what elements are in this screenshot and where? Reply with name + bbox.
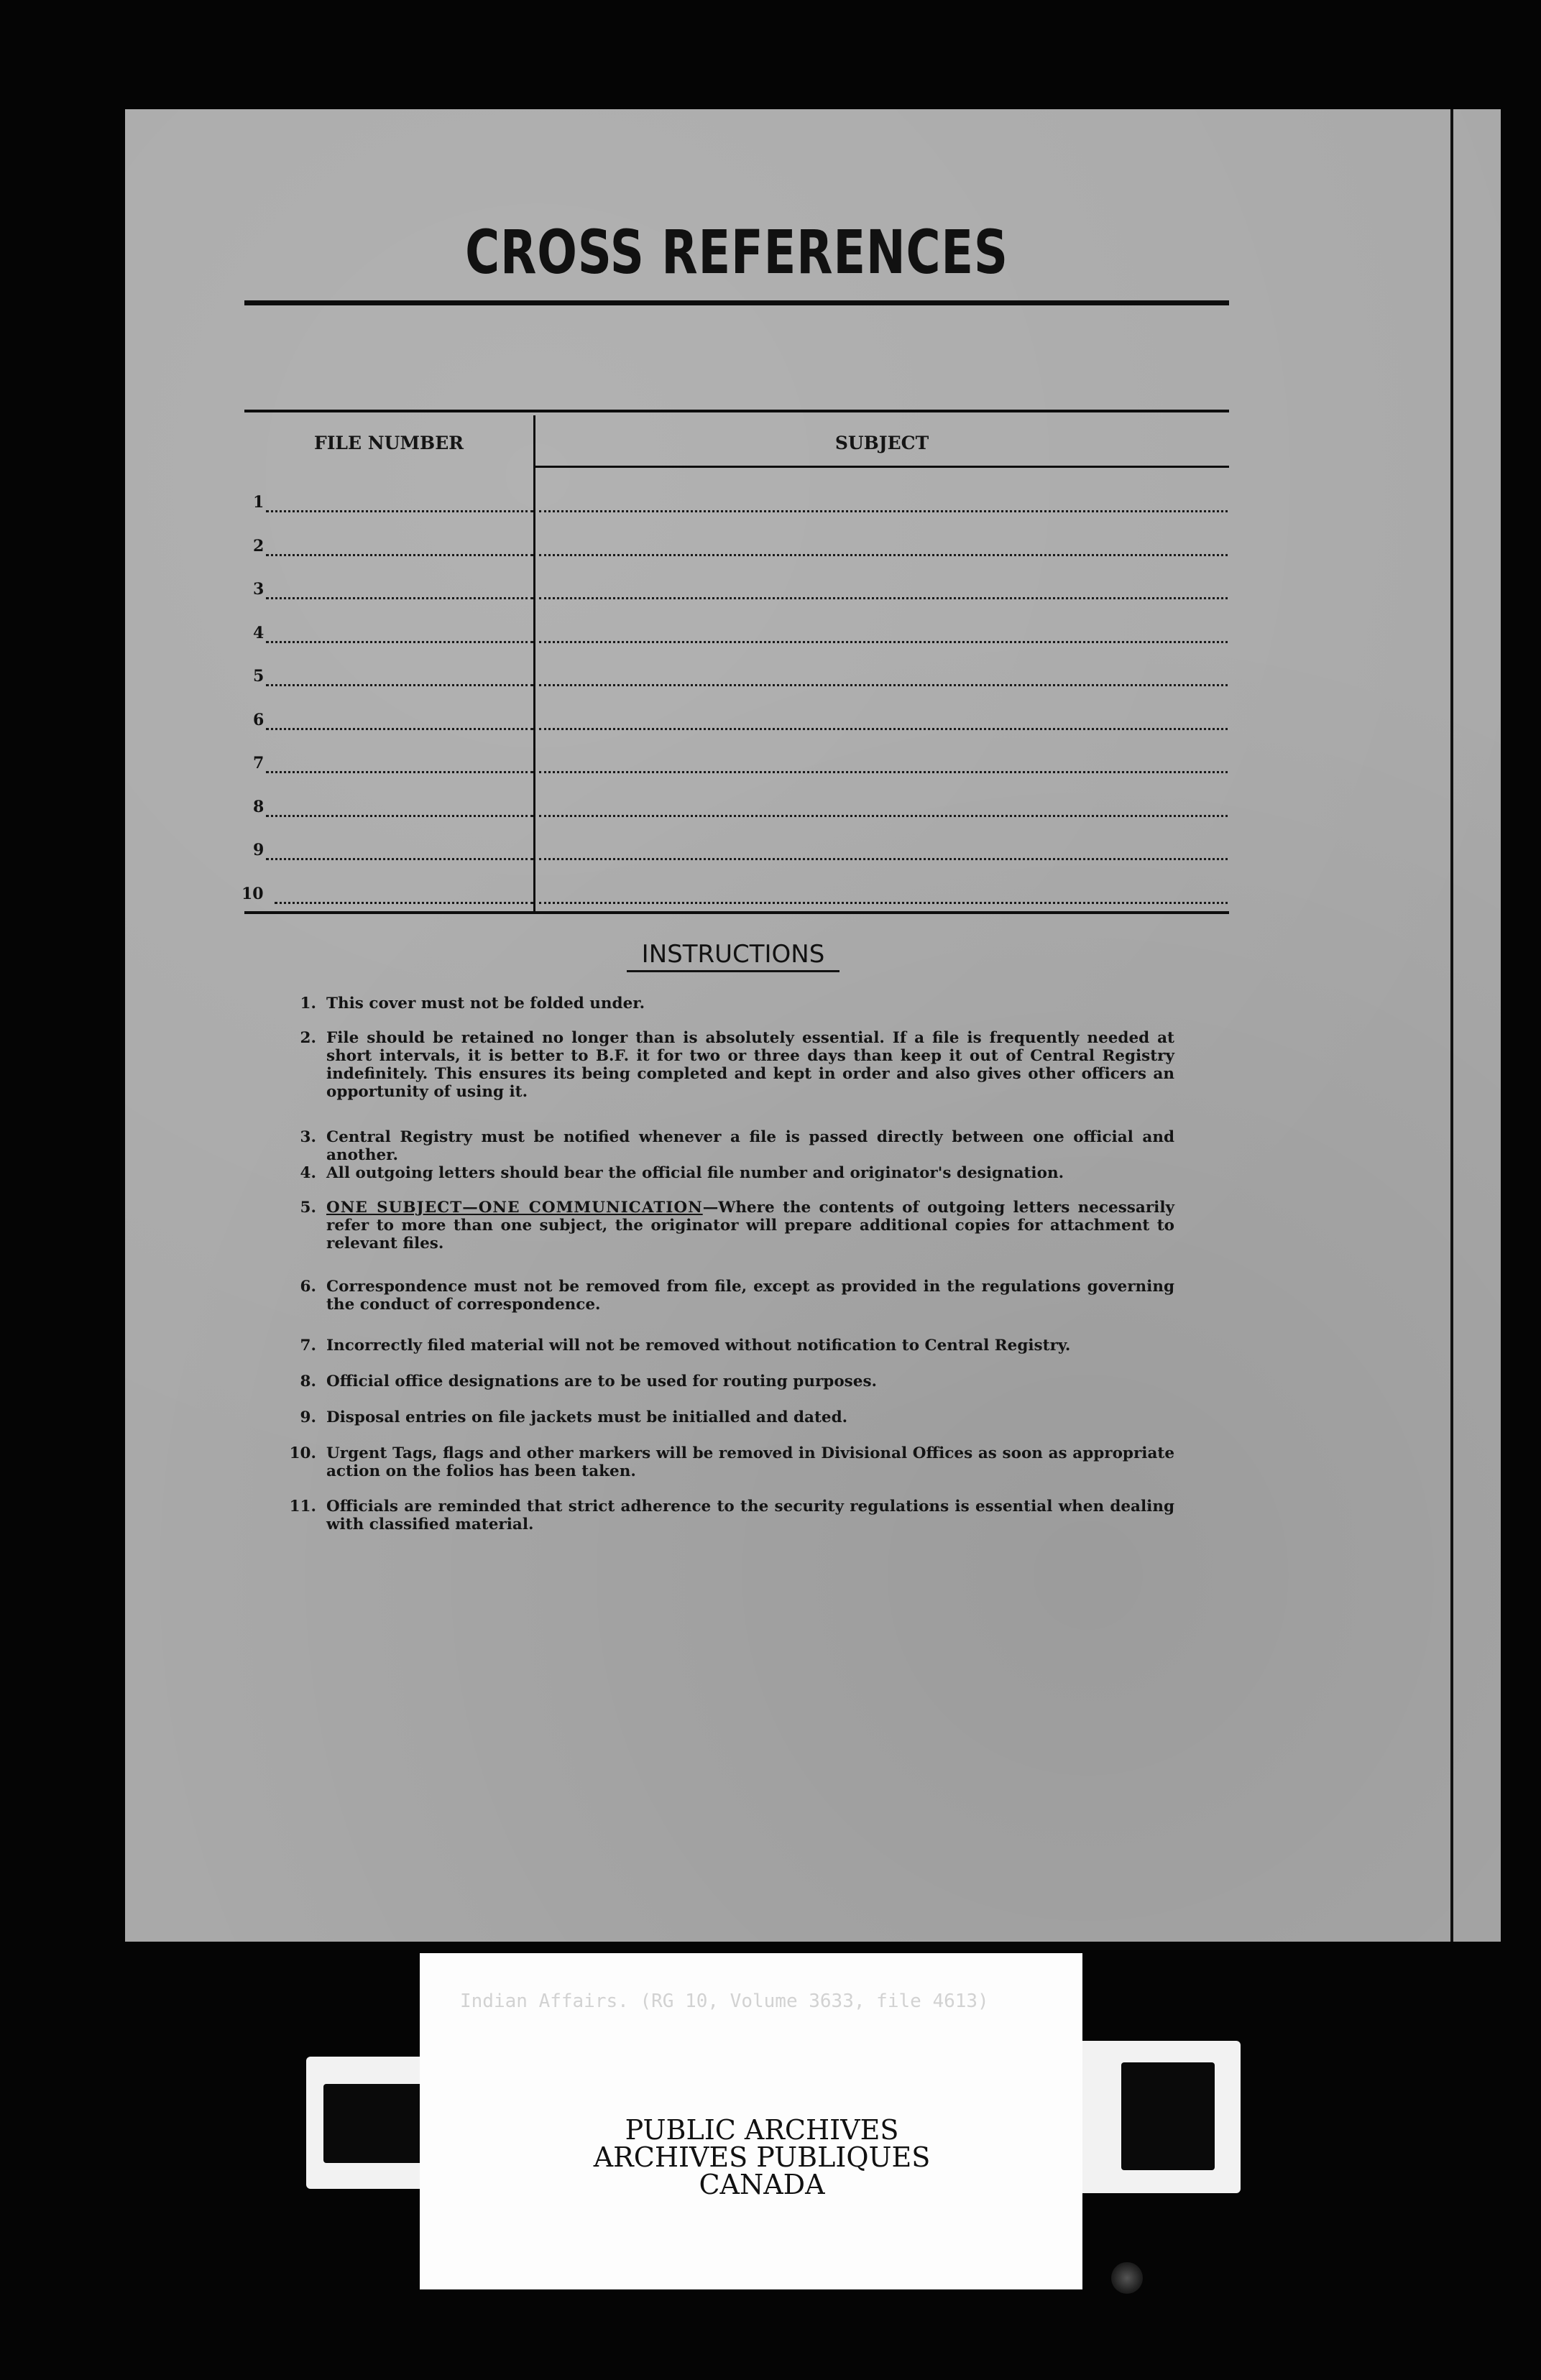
instruction-number: 2.: [300, 1029, 316, 1047]
instruction-text-block: [326, 1164, 1174, 1182]
instruction-text-block: [326, 1337, 1174, 1355]
subject-entry-line: [539, 728, 1228, 730]
instruction-number: 3.: [300, 1128, 316, 1146]
subject-entry-line: [539, 510, 1228, 512]
instruction-text-block: [326, 1444, 1174, 1480]
instruction-text: Officials are reminded that strict adherence to the security regulations is essential when dealing with classified material.: [326, 1498, 1174, 1533]
instruction-text: Disposal entries on file jackets must be initialled and dated.: [326, 1408, 848, 1426]
table-bottom-rule: [244, 911, 1229, 914]
header-underline: [535, 466, 1229, 468]
file-number-entry-line: [266, 510, 533, 512]
instruction-text: Central Registry must be notified whenever a file is passed directly between one official and another.: [326, 1128, 1174, 1164]
instruction-lead: ONE SUBJECT—ONE COMMUNICATION: [326, 1199, 703, 1217]
page-title: CROSS REFERENCES: [465, 217, 1008, 287]
instruction-number: 4.: [300, 1164, 316, 1182]
instruction-text-block: [326, 1029, 1174, 1101]
instruction-number: 5.: [300, 1199, 316, 1217]
title-rule: [244, 410, 1229, 412]
film-speck: [1111, 2262, 1143, 2294]
instruction-text-block: [326, 1373, 1174, 1390]
instruction-text-block: [326, 995, 1174, 1013]
archive-line-3: CANADA: [699, 2169, 825, 2200]
file-number-entry-line: [266, 554, 533, 556]
instruction-text: All outgoing letters should bear the official file number and originator's designation.: [326, 1164, 1064, 1182]
row-number: 2: [253, 536, 264, 555]
file-number-entry-line: [266, 815, 533, 817]
column-header-subject: SUBJECT: [834, 433, 929, 453]
top-rule: [244, 300, 1229, 305]
sheet-fold-edge: [1450, 109, 1453, 1942]
row-number: 1: [253, 493, 264, 512]
row-number: 5: [253, 667, 264, 686]
instruction-text: —Where the contents of outgoing letters necessarily refer to more than one subject, the originator will prepare additional copies for attachment to relevant files.: [326, 1199, 1174, 1253]
row-number: 9: [253, 841, 264, 859]
instruction-number: 8.: [300, 1373, 316, 1390]
instruction-text: Urgent Tags, flags and other markers will be removed in Divisional Offices as soon as appropriate action on the folios has been taken.: [326, 1444, 1174, 1480]
file-number-entry-line: [266, 771, 533, 773]
label-tab-right-hole: [1121, 2062, 1215, 2170]
file-number-entry-line: [266, 684, 533, 686]
subject-entry-line: [539, 597, 1228, 599]
label-tab-left-hole: [323, 2084, 431, 2163]
instructions-heading: INSTRUCTIONS: [641, 940, 825, 969]
file-number-entry-line: [266, 597, 533, 599]
instruction-text: This cover must not be folded under.: [326, 995, 645, 1013]
subject-entry-line: [539, 771, 1228, 773]
instruction-text-block: [326, 1278, 1174, 1314]
subject-entry-line: [539, 554, 1228, 556]
instruction-number: 10.: [289, 1444, 316, 1462]
instruction-text: Official office designations are to be used for routing purposes.: [326, 1373, 878, 1390]
instruction-text: Correspondence must not be removed from file, except as provided in the regulations governing the conduct of correspondence.: [326, 1278, 1174, 1314]
instruction-number: 7.: [300, 1337, 316, 1355]
subject-entry-line: [539, 858, 1228, 860]
column-divider: [533, 415, 535, 914]
instruction-text-block: [326, 1199, 1174, 1253]
instruction-number: 1.: [300, 995, 316, 1013]
instructions-heading-underline: [627, 970, 840, 972]
archive-line-2: ARCHIVES PUBLIQUES: [593, 2141, 931, 2173]
instruction-number: 11.: [289, 1498, 316, 1516]
file-number-entry-line: [266, 858, 533, 860]
row-number: 7: [253, 754, 264, 772]
instruction-number: 9.: [300, 1408, 316, 1426]
archive-reference: Indian Affairs. (RG 10, Volume 3633, file 4613): [460, 1991, 989, 2012]
subject-entry-line: [539, 684, 1228, 686]
row-number: 10: [242, 884, 264, 903]
row-number: 6: [253, 710, 264, 729]
file-number-entry-line: [275, 902, 533, 904]
file-cover-sheet: [125, 109, 1501, 1942]
row-number: 3: [253, 580, 264, 599]
row-number: 8: [253, 797, 264, 816]
subject-entry-line: [539, 641, 1228, 643]
subject-entry-line: [539, 815, 1228, 817]
instruction-text-block: [326, 1128, 1174, 1164]
instruction-number: 6.: [300, 1278, 316, 1296]
subject-entry-line: [539, 902, 1228, 904]
file-number-entry-line: [266, 728, 533, 730]
instruction-text: Incorrectly filed material will not be removed without notification to Central Registry.: [326, 1337, 1071, 1355]
instruction-text: File should be retained no longer than is absolutely essential. If a file is frequently needed at short intervals, it is better to B.F. it for two or three days than keep it out of Central Registry indefinitely. This ensures its being completed and kept in order and also gives other officers an opportunity of using it.: [326, 1029, 1174, 1101]
file-number-entry-line: [266, 641, 533, 643]
column-header-file-number: FILE NUMBER: [313, 433, 464, 453]
archive-line-1: PUBLIC ARCHIVES: [625, 2114, 899, 2146]
row-number: 4: [253, 623, 264, 642]
instruction-text-block: [326, 1498, 1174, 1533]
instruction-text-block: [326, 1408, 1174, 1426]
